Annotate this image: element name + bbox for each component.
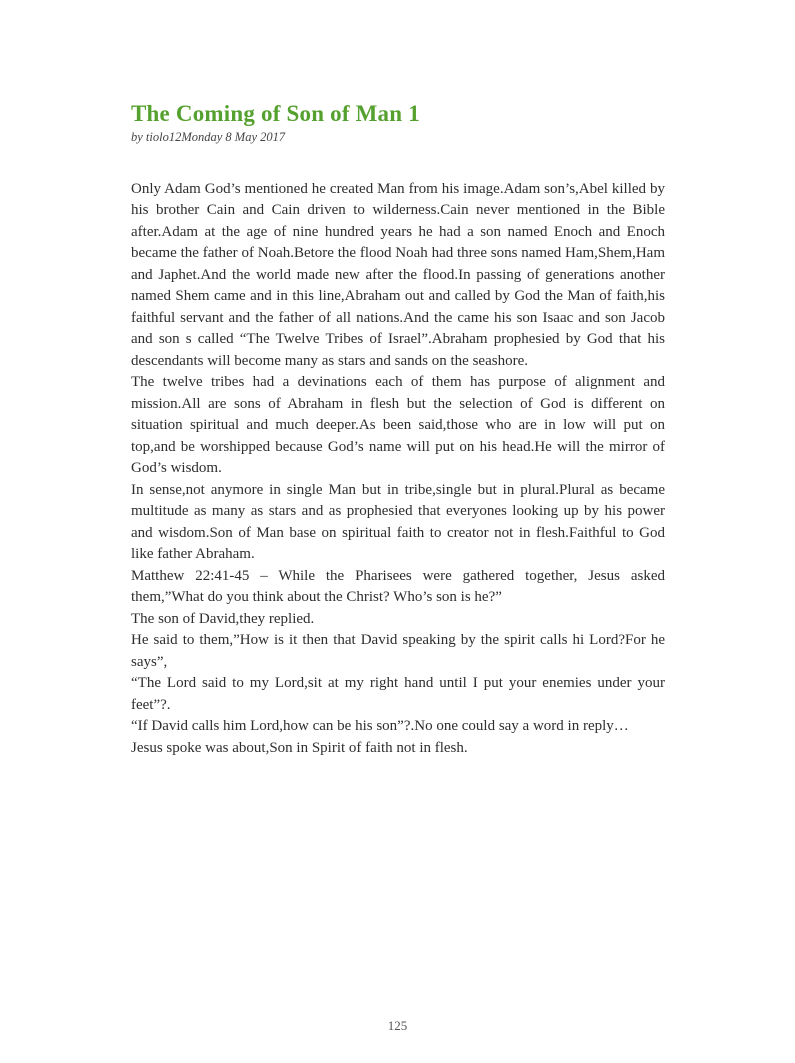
article-body xyxy=(131,179,665,760)
paragraph: Jesus spoke was about,Son in Spirit of faith not in flesh. xyxy=(131,739,468,756)
paragraph: “If David calls him Lord,how can be his son”?.No one could say a word in reply… xyxy=(131,718,629,735)
article xyxy=(131,100,665,759)
paragraph: The son of David,they replied. xyxy=(131,610,315,627)
paragraph: In sense,not anymore in single Man but in tribe,single but in plural.Plural as became multitude as many as stars and as prophesied that everyones looking up by his power and wisdom.Son of Man base on spiritual faith to creator not in flesh.Faithful to God like father Abraham. xyxy=(131,481,665,563)
post-byline: by tiolo12Monday 8 May 2017 xyxy=(131,129,286,144)
paragraph: “The Lord said to my Lord,sit at my right hand until I put your enemies under your feet”?. xyxy=(131,675,665,713)
paragraph: The twelve tribes had a devinations each of them has purpose of alignment and mission.All are sons of Abraham in flesh but the selection of God is different on situation spiritual and much deeper.As been said,those who are in low will put on top,and be worshipped because God’s name will put on his head.He will the mirror of God’s wisdom. xyxy=(131,374,665,477)
paragraph: Only Adam God’s mentioned he created Man from his image.Adam son’s,Abel killed by his brother Cain and Cain driven to wilderness.Cain never mentioned in the Bible after.Adam at the age of nine hundred years he had a son named Enoch and Enoch became the father of Noah.Betore the flood Noah had three sons named Ham,Shem,Ham and Japhet.And the world made new after the flood.In passing of generations another named Shem came and in this line,Abraham out and called by God the Man of faith,his faithful servant and the father of all nations.And the came his son Isaac and son Jacob and son s called “The Twelve Tribes of Israel”.Abraham prophesied by God that his descendants will become many as stars and sands on the seashore. xyxy=(131,180,665,369)
paragraph: Matthew 22:41-45 – While the Pharisees were gathered together, Jesus asked them,”What do you think about the Christ? Who’s son is he?” xyxy=(131,567,665,606)
paragraph: He said to them,”How is it then that David speaking by the spirit calls hi Lord?For he says”, xyxy=(131,632,665,670)
post-title: The Coming of Son of Man 1 xyxy=(131,101,420,126)
page-number: 125 xyxy=(387,1018,408,1033)
